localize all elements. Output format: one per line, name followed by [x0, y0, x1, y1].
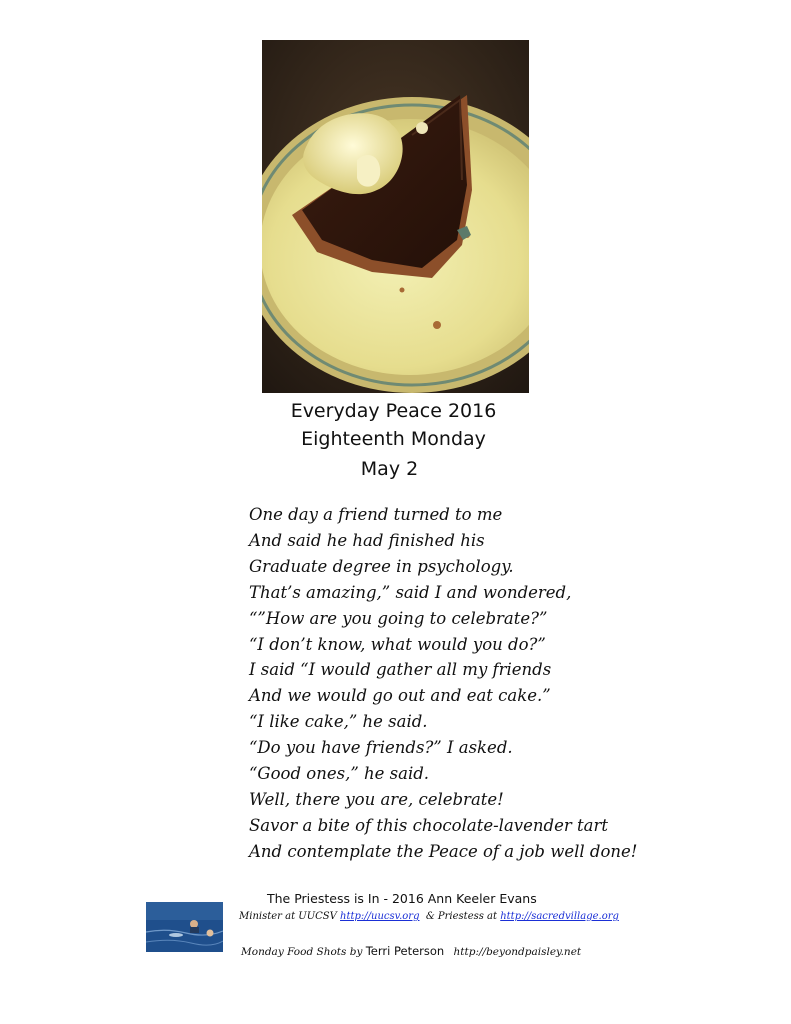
- author-credit: The Priestess is In - 2016 Ann Keeler Evans: [267, 891, 537, 906]
- poem-line: And we would go out and eat cake.”: [249, 686, 551, 706]
- photographer-url: http://beyondpaisley.net: [453, 946, 582, 958]
- poem-line: That’s amazing,” said I and wondered,: [249, 582, 572, 602]
- page-title: Everyday Peace 2016: [290, 400, 497, 422]
- poem-line: “I like cake,” he said.: [249, 712, 428, 732]
- photo-credit-prefix: Monday Food Shots by: [241, 946, 366, 958]
- poem-line: One day a friend turned to me: [249, 505, 503, 524]
- subtitle: Eighteenth Monday: [301, 428, 486, 450]
- poem-line: Well, there you are, celebrate!: [249, 789, 504, 809]
- poem-line: “Do you have friends?” I asked.: [249, 738, 513, 758]
- photo-credit: [241, 944, 581, 958]
- affiliation-prefix: Minister at UUCSV: [239, 911, 341, 922]
- poem-line: Savor a bite of this chocolate-lavender tart: [249, 815, 608, 835]
- poem-line: And contemplate the Peace of a job well done!: [249, 841, 638, 861]
- date-label: May 2: [360, 458, 419, 480]
- swimmers-photo: [146, 902, 223, 952]
- poem-line: Graduate degree in psychology.: [249, 556, 514, 576]
- poem-line: “”How are you going to celebrate?”: [249, 608, 548, 628]
- photographer-name: Terri Peterson: [365, 944, 445, 958]
- uucsv-link[interactable]: http://uucsv.org: [340, 911, 420, 922]
- poem-line: “I don’t know, what would you do?”: [249, 634, 546, 654]
- sacredvillage-link[interactable]: http://sacredvillage.org: [500, 911, 619, 922]
- affiliation-middle: & Priestess at: [419, 911, 501, 922]
- affiliation-line: [239, 911, 619, 922]
- poem-line: And said he had finished his: [249, 530, 485, 550]
- poem-line: I said “I would gather all my friends: [249, 660, 552, 680]
- tart-photo: [262, 40, 529, 393]
- poem: [249, 502, 637, 865]
- poem-line: “Good ones,” he said.: [249, 764, 430, 784]
